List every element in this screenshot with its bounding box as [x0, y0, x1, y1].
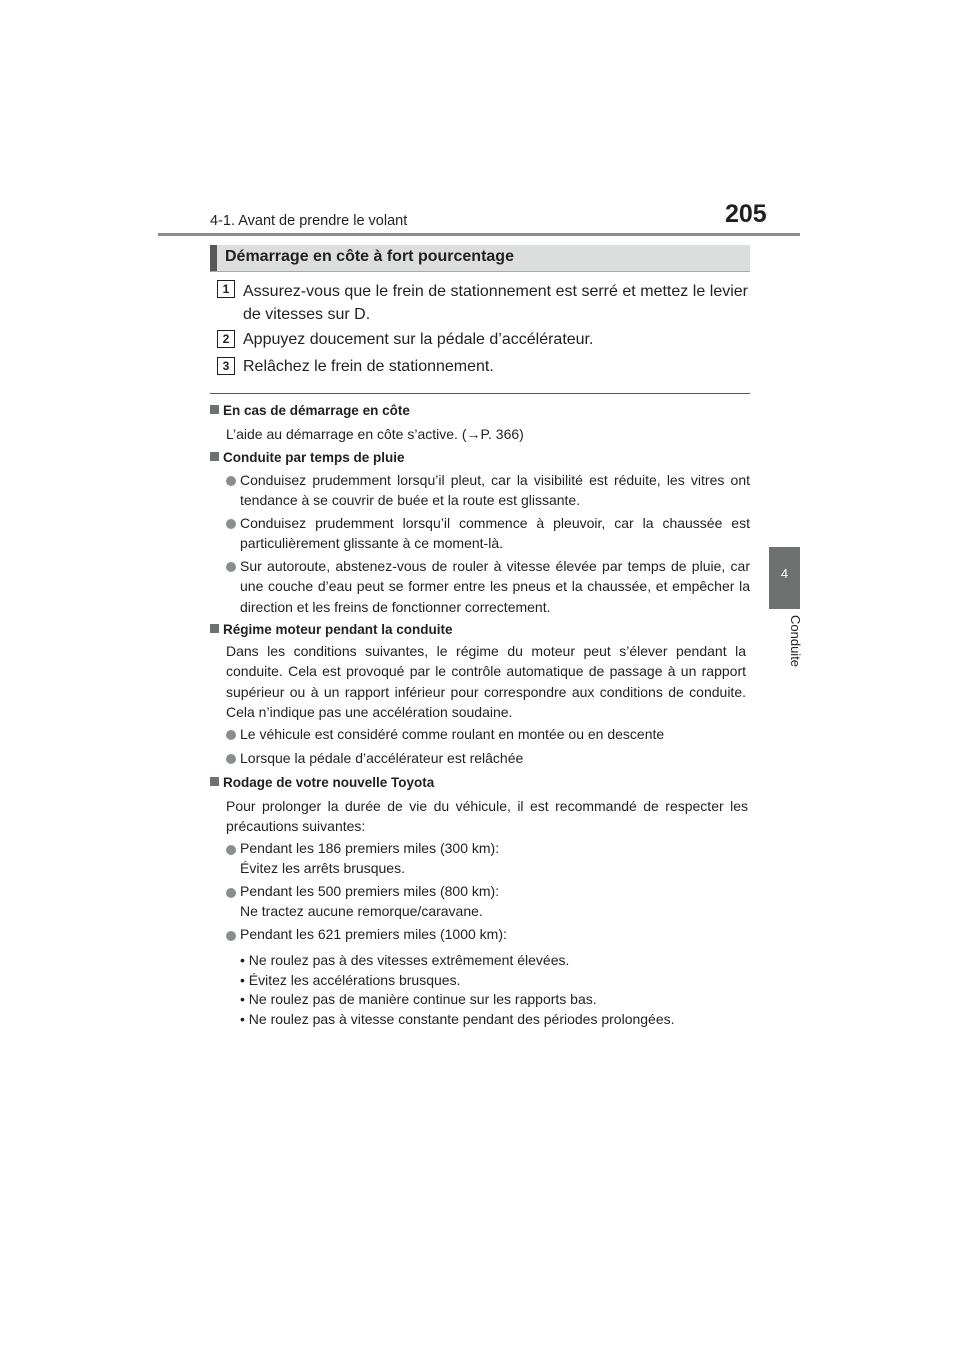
- sub-bullet-3: • Ne roulez pas de manière continue sur les rapports bas.: [240, 991, 597, 1007]
- break-in-bullet-1-detail: Évitez les arrêts brusques.: [240, 860, 405, 876]
- item-heading-engine-speed: Régime moteur pendant la conduite: [210, 622, 453, 637]
- section-title: 4-1. Avant de prendre le volant: [210, 213, 408, 229]
- step-number-3: 3: [217, 357, 235, 375]
- engine-bullet-1: Le véhicule est considéré comme roulant en montée ou en descente: [240, 726, 665, 742]
- sub-bullet-2: • Évitez les accélérations brusques.: [240, 972, 461, 988]
- round-bullet-icon: [226, 931, 236, 941]
- procedure-title: Démarrage en côte à fort pourcentage: [225, 248, 514, 265]
- heading-underline: [210, 271, 750, 272]
- round-bullet-icon: [226, 476, 236, 486]
- square-bullet-icon: [210, 624, 219, 633]
- break-in-bullet-1: Pendant les 186 premiers miles (300 km):: [240, 840, 500, 856]
- round-bullet-icon: [226, 730, 236, 740]
- square-bullet-icon: [210, 405, 219, 414]
- header-divider: [158, 233, 800, 236]
- square-bullet-icon: [210, 777, 219, 786]
- sub-bullet-1: • Ne roulez pas à des vitesses extrêmement élevées.: [240, 952, 570, 968]
- item-text-break-in: Pour prolonger la durée de vie du véhicule, il est recommandé de respecter les précautions suivantes:: [226, 798, 748, 835]
- step-text-1: Assurez-vous que le frein de stationnement est serré et mettez le levier de vitesses sur D.: [243, 283, 748, 323]
- item-text-hill-start: L’aide au démarrage en côte s’active. (→P. 366): [226, 426, 524, 442]
- round-bullet-icon: [226, 754, 236, 764]
- round-bullet-icon: [226, 562, 236, 572]
- item-heading-rain: Conduite par temps de pluie: [210, 450, 405, 465]
- chapter-label: Conduite: [788, 615, 803, 668]
- step-number-2: 2: [217, 330, 235, 348]
- rain-bullet-1: Conduisez prudemment lorsqu’il pleut, car la visibilité est réduite, les vitres ont tendance à se couvrir de buée et la route est glissante.: [240, 472, 750, 509]
- square-bullet-icon: [210, 452, 219, 461]
- sub-bullet-4: • Ne roulez pas à vitesse constante pendant des périodes prolongées.: [240, 1011, 675, 1027]
- procedure-heading: [210, 245, 750, 271]
- round-bullet-icon: [226, 519, 236, 529]
- rain-bullet-3: Sur autoroute, abstenez-vous de rouler à vitesse élevée par temps de pluie, car une couche d’eau peut se former entre les pneus et la chaussée, et empêcher la direction et les freins de fonctionner correctement.: [240, 558, 750, 615]
- break-in-bullet-2: Pendant les 500 premiers miles (800 km):: [240, 883, 500, 899]
- item-heading-hill-start: En cas de démarrage en côte: [210, 403, 410, 418]
- item-heading-break-in: Rodage de votre nouvelle Toyota: [210, 775, 434, 790]
- break-in-bullet-3: Pendant les 621 premiers miles (1000 km):: [240, 926, 507, 942]
- step-number-1: 1: [217, 280, 235, 298]
- break-in-bullet-2-detail: Ne tractez aucune remorque/caravane.: [240, 903, 483, 919]
- heading-bar: [210, 245, 217, 271]
- round-bullet-icon: [226, 888, 236, 898]
- chapter-tab: 4: [769, 547, 800, 609]
- section-rule: [210, 393, 750, 394]
- round-bullet-icon: [226, 845, 236, 855]
- engine-bullet-2: Lorsque la pédale d’accélérateur est relâchée: [240, 750, 524, 766]
- step-text-3: Relâchez le frein de stationnement.: [243, 358, 494, 375]
- step-text-2: Appuyez doucement sur la pédale d’accélérateur.: [243, 331, 594, 348]
- rain-bullet-2: Conduisez prudemment lorsqu’il commence à pleuvoir, car la chaussée est particulièrement glissante à ce moment-là.: [240, 515, 750, 552]
- page-number: 205: [725, 200, 767, 228]
- item-text-engine-speed: Dans les conditions suivantes, le régime du moteur peut s’élever pendant la conduite. Cela est provoqué par le contrôle automatique de passage à un rapport supérieur ou à un rapport inférieur pour correspondre aux conditions de conduite. Cela n’indique pas une accélération soudaine.: [226, 643, 746, 720]
